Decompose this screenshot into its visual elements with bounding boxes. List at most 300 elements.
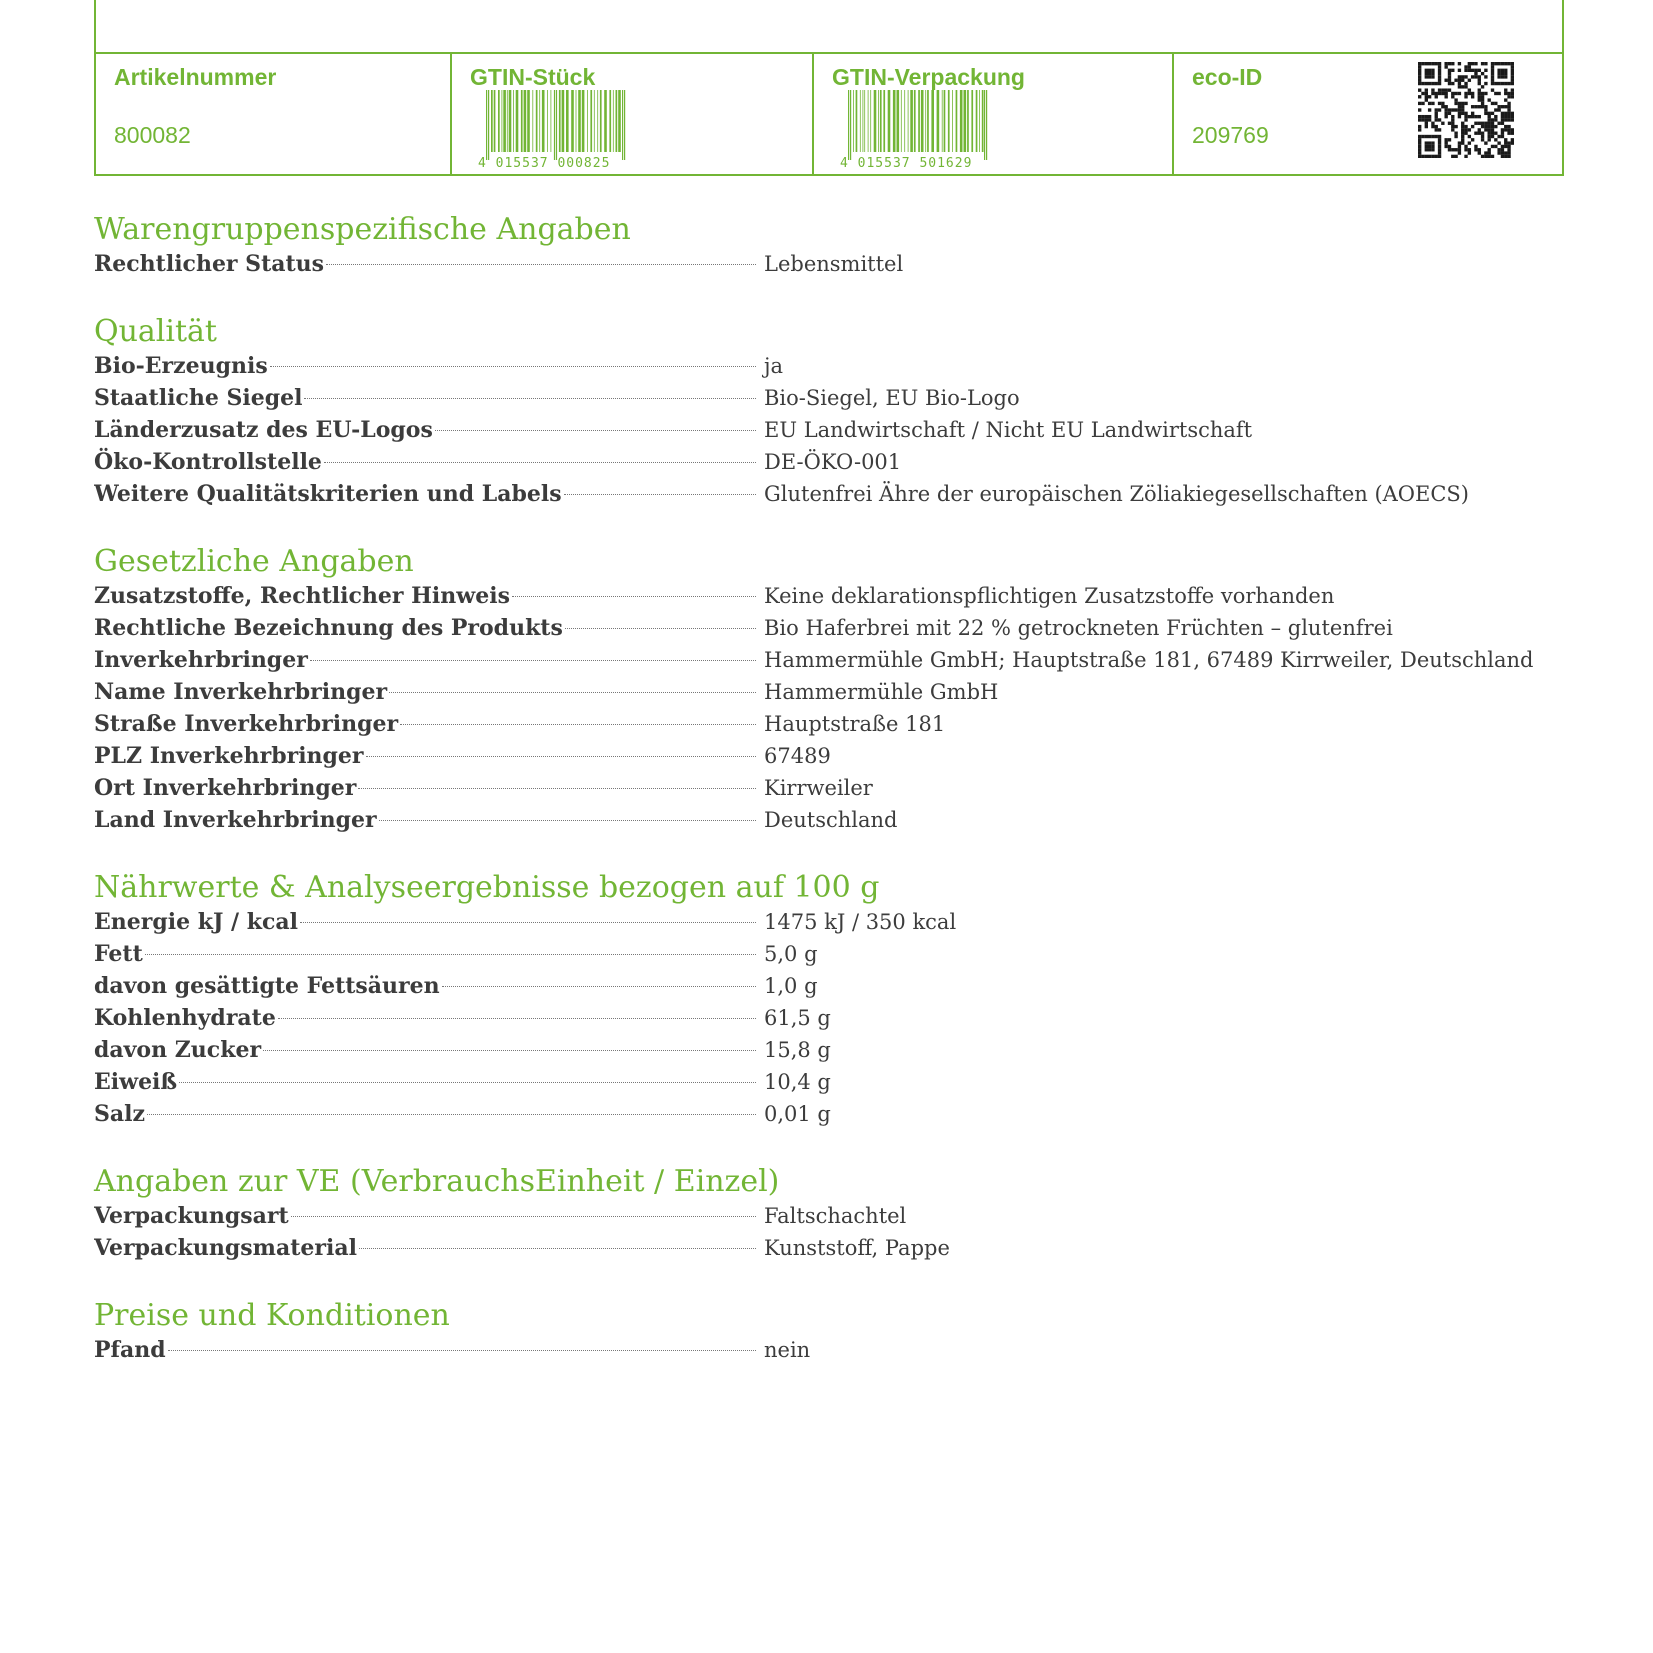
qr-module	[1418, 79, 1421, 82]
qr-module	[1507, 145, 1510, 148]
qr-module	[1448, 138, 1451, 141]
dot-leader	[435, 430, 756, 431]
qr-module	[1491, 122, 1494, 125]
qr-module	[1428, 108, 1431, 111]
row-label-wrap	[94, 676, 764, 708]
section-title: Angaben zur VE (VerbrauchsEinheit / Einzel)	[94, 1164, 780, 1199]
qr-module	[1478, 79, 1481, 82]
gtin-verpackung-label: GTIN-Verpackung	[832, 64, 1025, 90]
qr-module	[1511, 62, 1514, 65]
qr-module	[1504, 75, 1507, 78]
qr-module	[1481, 132, 1484, 135]
qr-module	[1448, 145, 1451, 148]
qr-module	[1501, 62, 1504, 65]
qr-module	[1458, 105, 1461, 108]
qr-module	[1438, 88, 1441, 91]
qr-module	[1504, 82, 1507, 85]
qr-module	[1461, 132, 1464, 135]
qr-module	[1481, 72, 1484, 75]
qr-module	[1444, 79, 1447, 82]
qr-module	[1468, 69, 1471, 72]
qr-module	[1435, 95, 1438, 98]
row-value: 67489	[764, 744, 831, 768]
qr-module	[1464, 118, 1467, 121]
qr-module	[1507, 115, 1510, 118]
qr-module	[1471, 69, 1474, 72]
qr-module	[1418, 155, 1421, 158]
qr-module	[1425, 69, 1428, 72]
row-label-wrap	[94, 580, 764, 612]
qr-module	[1435, 115, 1438, 118]
qr-module	[1481, 98, 1484, 101]
qr-module	[1425, 92, 1428, 95]
row-label: Ort Inverkehrbringer	[94, 775, 357, 801]
qr-module	[1511, 79, 1514, 82]
qr-module	[1428, 148, 1431, 151]
qr-module	[1494, 132, 1497, 135]
dot-leader	[366, 756, 756, 757]
qr-module	[1438, 102, 1441, 105]
barcode-bar	[547, 90, 548, 152]
qr-module	[1468, 88, 1471, 91]
qr-module	[1421, 135, 1424, 138]
qr-module	[1511, 112, 1514, 115]
row-value: Kunststoff, Pappe	[764, 1236, 950, 1260]
qr-module	[1461, 75, 1464, 78]
row-label: PLZ Inverkehrbringer	[94, 743, 364, 769]
qr-module	[1481, 102, 1484, 105]
qr-module	[1504, 118, 1507, 121]
barcode-bar	[918, 90, 920, 152]
qr-module	[1425, 75, 1428, 78]
qr-module	[1497, 72, 1500, 75]
qr-module	[1438, 62, 1441, 65]
qr-module	[1438, 145, 1441, 148]
qr-module	[1458, 145, 1461, 148]
qr-module	[1418, 88, 1421, 91]
qr-module	[1461, 105, 1464, 108]
qr-module	[1451, 69, 1454, 72]
qr-module	[1488, 148, 1491, 151]
qr-module	[1504, 145, 1507, 148]
qr-module	[1451, 82, 1454, 85]
qr-module	[1448, 108, 1451, 111]
barcode-bar	[503, 90, 506, 152]
qr-module	[1454, 92, 1457, 95]
data-row	[94, 1334, 1564, 1366]
row-value: Hammermühle GmbH; Hauptstraße 181, 67489 Kirrweiler, Deutschland	[764, 648, 1534, 672]
barcode-bar	[624, 90, 625, 160]
qr-module	[1431, 72, 1434, 75]
qr-module	[1468, 148, 1471, 151]
dot-leader	[147, 1114, 756, 1115]
barcode-bar	[976, 90, 978, 152]
qr-module	[1418, 141, 1421, 144]
qr-module	[1454, 132, 1457, 135]
data-row	[94, 1098, 1564, 1130]
qr-module	[1494, 115, 1497, 118]
row-label-wrap	[94, 1232, 764, 1264]
row-label-wrap	[94, 414, 764, 446]
barcode-bar	[921, 90, 924, 152]
barcode-digits: 4 015537 501629	[840, 156, 973, 171]
barcode-bar	[509, 90, 512, 152]
qr-module	[1501, 122, 1504, 125]
qr-module	[1438, 65, 1441, 68]
qr-module	[1431, 69, 1434, 72]
product-data-sheet	[94, 212, 1564, 1400]
artikelnummer-value: 800082	[114, 122, 191, 148]
qr-module	[1418, 69, 1421, 72]
qr-module	[1484, 82, 1487, 85]
qr-module	[1471, 62, 1474, 65]
qr-module	[1464, 145, 1467, 148]
barcode-bar	[874, 90, 877, 152]
qr-module	[1488, 122, 1491, 125]
section	[94, 314, 1564, 510]
qr-module	[1418, 62, 1421, 65]
dot-leader	[326, 264, 756, 265]
qr-module	[1435, 135, 1438, 138]
qr-module	[1428, 62, 1431, 65]
qr-module	[1431, 155, 1434, 158]
qr-module	[1474, 148, 1477, 151]
qr-module	[1507, 148, 1510, 151]
barcode-bar	[880, 90, 882, 152]
qr-module	[1458, 115, 1461, 118]
barcode-bar	[908, 90, 909, 152]
qr-module	[1461, 112, 1464, 115]
barcode-bar	[587, 90, 588, 152]
qr-module	[1444, 108, 1447, 111]
section-title: Warengruppenspezifische Angaben	[94, 212, 631, 247]
qr-module	[1494, 118, 1497, 121]
gtin-verpackung-barcode	[838, 90, 998, 172]
eco-id-cell	[1174, 54, 1562, 174]
barcode-bar	[486, 90, 487, 160]
qr-module	[1464, 132, 1467, 135]
qr-module	[1431, 75, 1434, 78]
qr-module	[1468, 135, 1471, 138]
barcode-bar	[931, 90, 934, 152]
qr-module	[1504, 62, 1507, 65]
qr-module	[1451, 108, 1454, 111]
qr-module	[1428, 72, 1431, 75]
qr-module	[1444, 115, 1447, 118]
qr-module	[1458, 92, 1461, 95]
qr-module	[1501, 148, 1504, 151]
row-value: 0,01 g	[764, 1102, 831, 1126]
data-row	[94, 1200, 1564, 1232]
qr-module	[1491, 88, 1494, 91]
qr-module	[1471, 105, 1474, 108]
qr-module	[1431, 92, 1434, 95]
row-label: Zusatzstoffe, Rechtlicher Hinweis	[94, 583, 510, 609]
qr-module	[1504, 69, 1507, 72]
barcode-bar	[868, 90, 869, 152]
qr-module	[1458, 75, 1461, 78]
qr-module	[1488, 128, 1491, 131]
dot-leader	[291, 1216, 756, 1217]
qr-module	[1444, 88, 1447, 91]
row-label: Verpackungsart	[94, 1203, 289, 1229]
data-row	[94, 938, 1564, 970]
qr-module	[1461, 85, 1464, 88]
qr-module	[1507, 82, 1510, 85]
qr-module	[1474, 115, 1477, 118]
row-label: Pfand	[94, 1337, 166, 1363]
qr-module	[1425, 125, 1428, 128]
qr-module	[1511, 75, 1514, 78]
row-value: Lebensmittel	[764, 252, 904, 276]
qr-module	[1444, 105, 1447, 108]
barcode-bar	[952, 90, 953, 152]
qr-module	[1448, 72, 1451, 75]
qr-module	[1497, 122, 1500, 125]
qr-module	[1464, 125, 1467, 128]
row-value: 61,5 g	[764, 1006, 831, 1030]
row-label-wrap	[94, 772, 764, 804]
qr-module	[1501, 69, 1504, 72]
qr-module	[1478, 128, 1481, 131]
gtin-verpackung-cell	[814, 54, 1172, 174]
qr-module	[1491, 135, 1494, 138]
qr-module	[1497, 92, 1500, 95]
row-label: Land Inverkehrbringer	[94, 807, 377, 833]
barcode-bar	[888, 90, 891, 152]
qr-module	[1441, 102, 1444, 105]
qr-module	[1464, 69, 1467, 72]
qr-module	[1444, 138, 1447, 141]
dot-leader	[358, 788, 756, 789]
qr-module	[1438, 92, 1441, 95]
barcode-bar	[539, 90, 540, 152]
qr-module	[1484, 151, 1487, 154]
qr-module	[1497, 151, 1500, 154]
row-label-wrap	[94, 1034, 764, 1066]
qr-code-icon	[1418, 62, 1514, 158]
qr-module	[1435, 155, 1438, 158]
qr-module	[1491, 75, 1494, 78]
row-label: Weitere Qualitätskriterien und Labels	[94, 481, 562, 507]
barcode-bar	[971, 90, 973, 152]
qr-module	[1474, 72, 1477, 75]
qr-module	[1451, 128, 1454, 131]
qr-module	[1491, 145, 1494, 148]
qr-module	[1428, 145, 1431, 148]
data-row	[94, 382, 1564, 414]
barcode-bar	[582, 90, 585, 152]
qr-module	[1461, 102, 1464, 105]
qr-module	[1464, 148, 1467, 151]
qr-module	[1474, 62, 1477, 65]
row-value: Bio Haferbrei mit 22 % getrockneten Früchten – glutenfrei	[764, 616, 1393, 640]
data-row	[94, 580, 1564, 612]
qr-module	[1504, 138, 1507, 141]
barcode-bar	[618, 90, 621, 152]
qr-module	[1438, 155, 1441, 158]
qr-module	[1481, 62, 1484, 65]
data-row	[94, 740, 1564, 772]
qr-module	[1511, 95, 1514, 98]
qr-module	[1481, 95, 1484, 98]
qr-module	[1458, 62, 1461, 65]
qr-module	[1468, 92, 1471, 95]
qr-module	[1507, 102, 1510, 105]
qr-module	[1507, 92, 1510, 95]
barcode-bar	[507, 90, 508, 152]
qr-module	[1461, 128, 1464, 131]
gtin-stueck-label: GTIN-Stück	[470, 64, 596, 90]
qr-module	[1435, 118, 1438, 121]
qr-module	[1464, 95, 1467, 98]
article-header-box	[94, 0, 1564, 176]
qr-module	[1444, 145, 1447, 148]
barcode-bar	[556, 90, 557, 160]
qr-module	[1444, 92, 1447, 95]
qr-module	[1481, 155, 1484, 158]
qr-module	[1421, 62, 1424, 65]
row-label-wrap	[94, 1334, 764, 1366]
qr-module	[1458, 148, 1461, 151]
qr-module	[1438, 108, 1441, 111]
qr-module	[1461, 138, 1464, 141]
barcode-bar	[853, 90, 854, 152]
qr-module	[1428, 155, 1431, 158]
qr-module	[1488, 155, 1491, 158]
qr-module	[1438, 138, 1441, 141]
barcode-bar	[910, 90, 913, 152]
qr-module	[1511, 115, 1514, 118]
qr-module	[1425, 148, 1428, 151]
qr-module	[1504, 112, 1507, 115]
barcode-bar	[590, 90, 592, 152]
row-label-wrap	[94, 446, 764, 478]
qr-module	[1421, 102, 1424, 105]
qr-module	[1497, 105, 1500, 108]
row-label-wrap	[94, 644, 764, 676]
row-label: Straße Inverkehrbringer	[94, 711, 399, 737]
qr-module	[1418, 128, 1421, 131]
qr-module	[1458, 141, 1461, 144]
barcode-bar	[566, 90, 569, 152]
barcode-bar	[576, 90, 577, 152]
qr-module	[1438, 72, 1441, 75]
data-row	[94, 804, 1564, 836]
qr-module	[1484, 75, 1487, 78]
row-value: Glutenfrei Ähre der europäischen Zöliakiegesellschaften (AOECS)	[764, 482, 1469, 506]
qr-module	[1491, 62, 1494, 65]
section-title: Qualität	[94, 314, 217, 349]
row-label: Bio-Erzeugnis	[94, 353, 268, 379]
barcode-bar	[960, 90, 963, 152]
qr-module	[1441, 92, 1444, 95]
qr-module	[1438, 82, 1441, 85]
qr-module	[1488, 125, 1491, 128]
dot-leader	[300, 922, 756, 923]
qr-module	[1431, 62, 1434, 65]
qr-module	[1435, 108, 1438, 111]
qr-module	[1444, 141, 1447, 144]
barcode-bar	[944, 90, 946, 152]
dot-leader	[179, 1082, 756, 1083]
data-row	[94, 676, 1564, 708]
qr-module	[1418, 102, 1421, 105]
qr-module	[1504, 128, 1507, 131]
qr-module	[1454, 108, 1457, 111]
qr-module	[1507, 125, 1510, 128]
barcode-bar	[942, 90, 943, 152]
row-label-wrap	[94, 248, 764, 280]
row-value: EU Landwirtschaft / Nicht EU Landwirtschaft	[764, 418, 1253, 442]
row-value: Bio-Siegel, EU Bio-Logo	[764, 386, 1020, 410]
qr-module	[1464, 85, 1467, 88]
row-label: Länderzusatz des EU-Logos	[94, 417, 433, 443]
qr-module	[1474, 105, 1477, 108]
row-label-wrap	[94, 382, 764, 414]
barcode-bar	[513, 90, 514, 152]
section-title: Nährwerte & Analyseergebnisse bezogen auf 100 g	[94, 870, 880, 905]
qr-module	[1435, 62, 1438, 65]
qr-module	[1501, 132, 1504, 135]
qr-module	[1481, 92, 1484, 95]
qr-module	[1451, 155, 1454, 158]
qr-module	[1425, 122, 1428, 125]
row-label-wrap	[94, 970, 764, 1002]
qr-module	[1504, 155, 1507, 158]
qr-module	[1448, 122, 1451, 125]
qr-module	[1454, 125, 1457, 128]
qr-module	[1428, 135, 1431, 138]
qr-module	[1425, 72, 1428, 75]
qr-module	[1468, 115, 1471, 118]
qr-module	[1438, 79, 1441, 82]
data-row	[94, 1232, 1564, 1264]
qr-module	[1441, 105, 1444, 108]
qr-module	[1451, 125, 1454, 128]
barcode-bar	[613, 90, 614, 152]
qr-module	[1425, 118, 1428, 121]
section	[94, 870, 1564, 1130]
data-row	[94, 446, 1564, 478]
barcode-bar	[578, 90, 581, 152]
row-label-wrap	[94, 1066, 764, 1098]
row-value: nein	[764, 1338, 811, 1362]
barcode-bar	[850, 90, 851, 160]
barcode-bar	[856, 90, 858, 152]
qr-module	[1425, 62, 1428, 65]
qr-module	[1431, 88, 1434, 91]
qr-module	[1464, 115, 1467, 118]
qr-module	[1504, 88, 1507, 91]
qr-module	[1435, 125, 1438, 128]
barcode-bar	[848, 90, 849, 160]
qr-module	[1458, 112, 1461, 115]
data-row	[94, 970, 1564, 1002]
qr-module	[1491, 102, 1494, 105]
qr-module	[1507, 105, 1510, 108]
qr-module	[1471, 95, 1474, 98]
barcode-bar	[532, 90, 533, 152]
qr-module	[1464, 92, 1467, 95]
data-row	[94, 1066, 1564, 1098]
row-value: ja	[764, 354, 784, 378]
barcode-bar	[860, 90, 861, 152]
qr-module	[1494, 92, 1497, 95]
row-label-wrap	[94, 708, 764, 740]
qr-module	[1511, 72, 1514, 75]
qr-module	[1478, 95, 1481, 98]
